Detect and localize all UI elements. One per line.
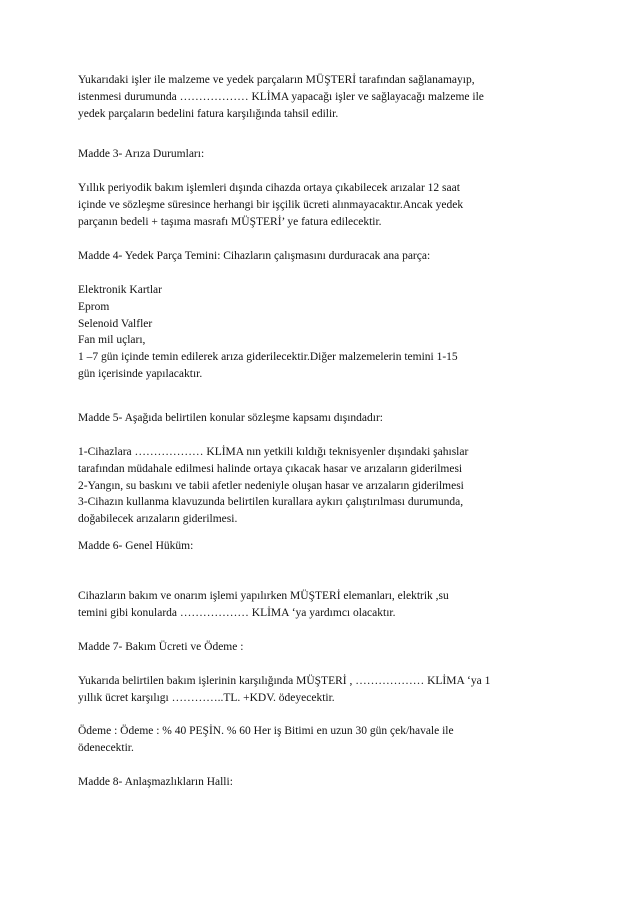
madde5-heading: Madde 5- Aşağıda belirtilen konular sözleşme kapsamı dışındadır: bbox=[78, 412, 383, 424]
payment-paragraph bbox=[78, 723, 578, 757]
madde8-heading: Madde 8- Anlaşmazlıkların Halli: bbox=[78, 776, 233, 788]
payment-line: ödenecektir. bbox=[78, 741, 134, 754]
payment-line: Ödeme : Ödeme : % 40 PEŞİN. % 60 Her iş Bitimi en uzun 30 gün çek/havale ile bbox=[78, 725, 454, 737]
madde6-heading: Madde 6- Genel Hüküm: bbox=[78, 540, 194, 552]
madde3-heading: Madde 3- Arıza Durumları: bbox=[78, 148, 205, 160]
intro-line: Yukarıdaki işler ile malzeme ve yedek parçaların MÜŞTERİ tarafından sağlanamayıp, bbox=[78, 74, 475, 86]
madde6-paragraph bbox=[78, 588, 578, 622]
intro-line: yedek parçaların bedelini fatura karşılığında tahsil edilir. bbox=[78, 107, 339, 120]
madde7-line: yıllık ücret karşılıgı …………..TL. +KDV. ödeyecektir. bbox=[78, 691, 335, 704]
madde4-heading: Madde 4- Yedek Parça Temini: Cihazların çalışmasını durduracak ana parça: bbox=[78, 250, 431, 262]
madde5-line: 2-Yangın, su baskını ve tabii afetler nedeniyle oluşan hasar ve arızaların giderilmesi bbox=[78, 479, 464, 492]
madde5-line: 1-Cihazlara ……………… KLİMA nın yetkili kıldığı teknisyenler dışındaki şahıslar bbox=[78, 446, 469, 458]
madde4-line: Selenoid Valfler bbox=[78, 317, 153, 330]
madde5-paragraph bbox=[78, 444, 578, 528]
madde4-line: gün içerisinde yapılacaktır. bbox=[78, 367, 203, 380]
madde3-line: Yıllık periyodik bakım işlemleri dışında cihazda ortaya çıkabilecek arızalar 12 saat bbox=[78, 182, 460, 194]
intro-paragraph bbox=[78, 72, 578, 122]
intro-line: istenmesi durumunda ……………… KLİMA yapacağı işler ve sağlayacağı malzeme ile bbox=[78, 90, 484, 103]
madde5-line: tarafından müdahale edilmesi halinde ortaya çıkacak hasar ve arızaların giderilmesi bbox=[78, 462, 463, 475]
madde4-line: Eprom bbox=[78, 300, 110, 313]
madde6-line: Cihazların bakım ve onarım işlemi yapılırken MÜŞTERİ elemanları, elektrik ,su bbox=[78, 590, 449, 602]
madde4-paragraph bbox=[78, 282, 578, 383]
madde7-paragraph bbox=[78, 673, 578, 707]
madde5-line: 3-Cihazın kullanma klavuzunda belirtilen kurallara aykırı çalıştırılması durumunda, bbox=[78, 496, 464, 509]
madde4-line: Elektronik Kartlar bbox=[78, 284, 162, 296]
madde3-paragraph bbox=[78, 180, 578, 230]
madde3-line: içinde ve sözleşme süresince herhangi bir işçilik ücreti alınmayacaktır.Ancak yedek bbox=[78, 198, 464, 211]
madde4-line: 1 –7 gün içinde temin edilerek arıza giderilecektir.Diğer malzemelerin temini 1-15 bbox=[78, 351, 458, 364]
madde6-line: temini gibi konularda ……………… KLİMA ‘ya yardımcı olacaktır. bbox=[78, 606, 396, 619]
madde4-line: Fan mil uçları, bbox=[78, 334, 146, 347]
madde7-line: Yukarıda belirtilen bakım işlerinin karşılığında MÜŞTERİ , ……………… KLİMA ‘ya 1 bbox=[78, 675, 491, 687]
madde3-line: parçanın bedeli + taşıma masrafı MÜŞTERİ’ ye fatura edilecektir. bbox=[78, 215, 382, 228]
madde5-line: doğabilecek arızaların giderilmesi. bbox=[78, 513, 238, 526]
madde7-heading: Madde 7- Bakım Ücreti ve Ödeme : bbox=[78, 641, 244, 653]
